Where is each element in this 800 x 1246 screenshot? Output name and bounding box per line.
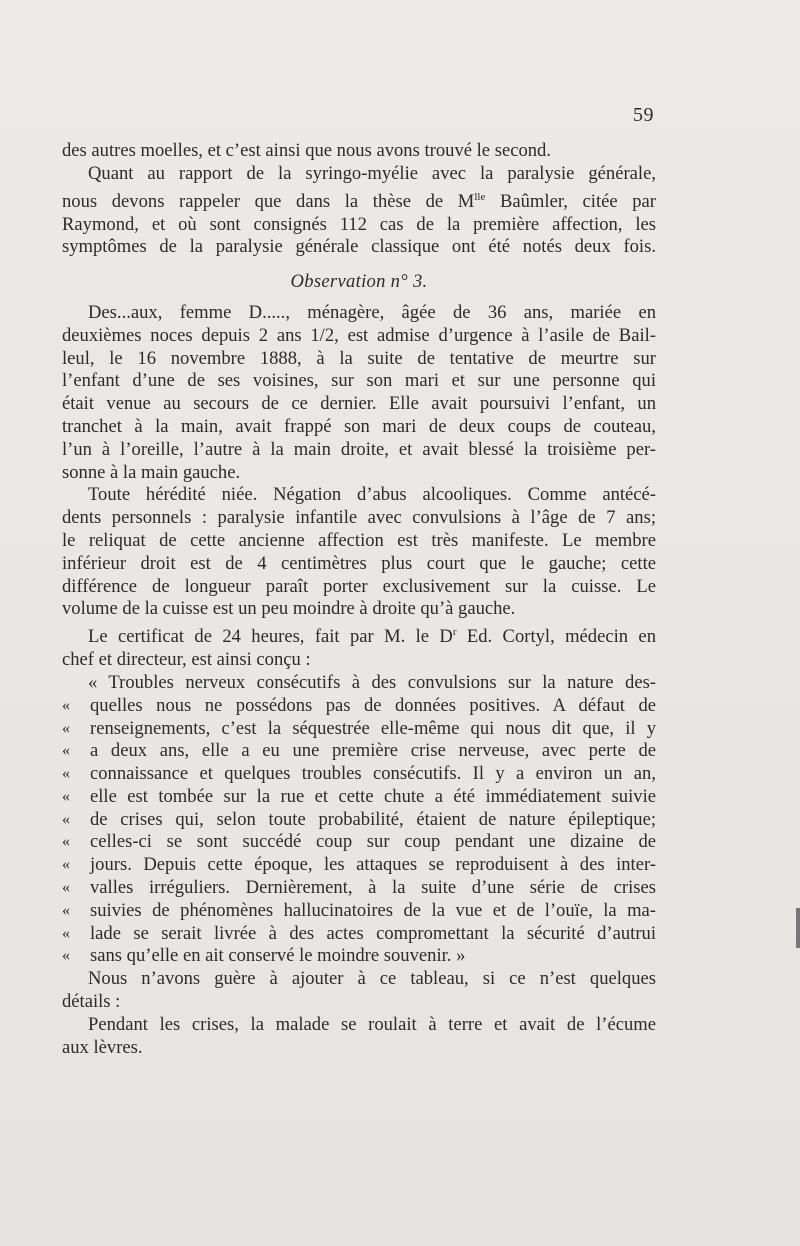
text-line: sonne à la main gauche.	[62, 461, 241, 483]
quote-text: jours. Depuis cette époque, les attaques se reproduisent à des inter-	[90, 854, 656, 876]
text-line: aux lèvres.	[62, 1036, 143, 1058]
quote-text: elle est tombée sur la rue et cette chute a été immédiatement suivie	[90, 785, 656, 807]
quote-text: a deux ans, elle a eu une première crise nerveuse, avec perte de	[90, 740, 656, 762]
text-line: différence de longueur paraît porter exclusivement sur la cuisse. Le	[62, 575, 656, 597]
text-line: était venue au secours de ce dernier. Elle avait poursuivi l’enfant, un	[62, 393, 656, 415]
quote-mark: «	[62, 696, 70, 714]
text-line: chef et directeur, est ainsi conçu :	[62, 649, 311, 671]
text-fragment: Le certificat de 24 heures, fait par M. le D	[88, 626, 453, 648]
quote-line	[62, 854, 656, 877]
quote-line	[62, 945, 656, 968]
quote-line	[62, 900, 656, 923]
text-line: l’un à l’oreille, l’autre à la main droite, et avait blessé la troisième per-	[62, 438, 656, 460]
quote-line	[62, 809, 656, 832]
text-fragment: Ed. Cortyl, médecin en	[456, 626, 656, 648]
superscript: lle	[474, 190, 486, 203]
text-line: leul, le 16 novembre 1888, à la suite de tentative de meurtre sur	[62, 347, 656, 369]
quote-line: « Troubles nerveux consécutifs à des convulsions sur la nature des-	[88, 671, 656, 693]
quote-line	[62, 786, 656, 809]
quote-line	[62, 763, 656, 786]
quote-text: quelles nous ne possédons pas de données positives. A défaut de	[90, 694, 656, 716]
text-line: l’enfant d’une de ses voisines, sur son mari et sur une personne qui	[62, 370, 656, 392]
text-line: le reliquat de cette ancienne affection est très manifeste. Le membre	[62, 529, 656, 551]
quote-line	[62, 923, 656, 946]
quote-mark: «	[62, 947, 70, 965]
text-fragment: nous devons rappeler que dans la thèse de M	[62, 190, 475, 212]
text-line: tranchet à la main, avait frappé son mari de deux coups de couteau,	[62, 415, 656, 437]
text-line: Pendant les crises, la malade se roulait à terre et avait de l’écume	[88, 1013, 656, 1035]
text-line: inférieur droit est de 4 centimètres plus court que le gauche; cette	[62, 552, 656, 574]
quote-text: de crises qui, selon toute probabilité, étaient de nature épileptique;	[90, 808, 656, 830]
quote-mark: «	[62, 719, 70, 737]
text-fragment: Baûmler, citée par	[485, 190, 656, 212]
quote-mark: «	[62, 856, 70, 874]
quote-line	[62, 718, 656, 741]
quote-mark: «	[62, 879, 70, 897]
text-line: Toute hérédité niée. Négation d’abus alcooliques. Comme antécé-	[88, 484, 656, 506]
text-line: Nous n’avons guère à ajouter à ce tableau, si ce n’est quelques	[88, 968, 656, 990]
body-text	[62, 140, 656, 1059]
quote-text: valles irréguliers. Dernièrement, à la suite d’une série de crises	[90, 877, 656, 899]
text-line: Des...aux, femme D....., ménagère, âgée de 36 ans, mariée en	[88, 301, 656, 323]
quote-mark: «	[62, 742, 70, 760]
quote-line	[62, 695, 656, 718]
quote-mark: «	[62, 833, 70, 851]
text-line: Raymond, et où sont consignés 112 cas de la première affection, les	[62, 213, 656, 235]
text-line: dents personnels : paralysie infantile avec convulsions à l’âge de 7 ans;	[62, 507, 656, 529]
quote-text: renseignements, c’est la séquestrée elle-même qui nous dit que, il y	[90, 717, 656, 739]
scan-edge-mark	[796, 908, 800, 948]
text-line: volume de la cuisse est un peu moindre à droite qu’à gauche.	[62, 598, 516, 620]
quote-text: connaissance et quelques troubles consécutifs. Il y a environ un an,	[90, 763, 656, 785]
text-line: Quant au rapport de la syringo-myélie avec la paralysie générale,	[88, 162, 656, 184]
quote-text: lade se serait livrée à des actes compromettant la sécurité d’autrui	[90, 922, 656, 944]
quote-mark: «	[62, 924, 70, 942]
quote-line	[62, 831, 656, 854]
text-line	[62, 186, 656, 214]
text-line: des autres moelles, et c’est ainsi que nous avons trouvé le second.	[62, 140, 551, 161]
superscript: r	[452, 626, 457, 639]
text-line: symptômes de la paralysie générale classique ont été notés deux fois.	[62, 236, 656, 258]
quote-mark: «	[62, 787, 70, 805]
text-line	[62, 621, 656, 649]
page-number: 59	[633, 104, 654, 126]
quote-mark: «	[62, 901, 70, 919]
text-line: deuxièmes noces depuis 2 ans 1/2, est admise d’urgence à l’asile de Bail-	[62, 324, 656, 346]
quote-line	[62, 877, 656, 900]
quote-text: suivies de phénomènes hallucinatoires de la vue et de l’ouïe, la ma-	[90, 899, 656, 921]
quote-text: sans qu’elle en ait conservé le moindre souvenir. »	[90, 945, 466, 967]
quote-text: celles-ci se sont succédé coup sur coup pendant une dizaine de	[90, 831, 656, 853]
quote-mark: «	[62, 765, 70, 783]
text-line: détails :	[62, 991, 121, 1013]
observation-heading: Observation n° 3.	[290, 271, 428, 293]
quote-mark: «	[62, 810, 70, 828]
quote-line	[62, 740, 656, 763]
